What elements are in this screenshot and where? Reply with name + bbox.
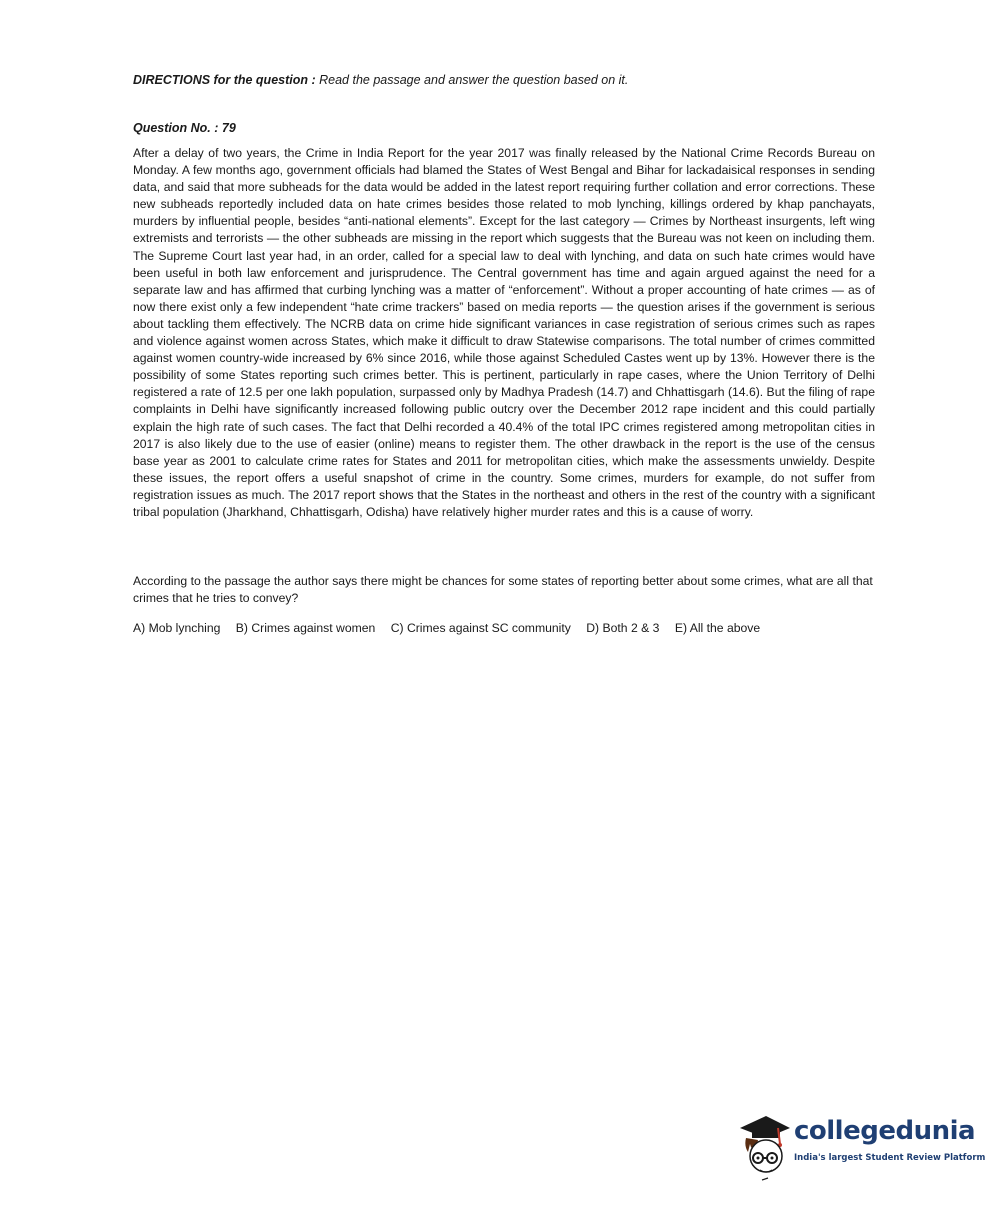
passage: After a delay of two years, the Crime in India Report for the year 2017 was finally released by the National Crime Records Bureau on Monday. A few months ago, government officials had blamed the States of West Bengal and Bihar for lackadaisical responses in sending data, and said that more subheads for the data would be added in the latest report requiring further collation and error corrections. These new subheads reportedly included data on hate crimes besides those related to mob lynching, killings ordered by khap panchayats, murders by influential people, besides “anti-national elements”. Except for the last category — Crimes by Northeast insurgents, left wing extremists and terrorists — the other subheads are missing in the report which suggests that the Bureau was not keen on including them. The Supreme Court last year had, in an order, called for a special law to deal with lynching, and data on such hate crimes would have been useful in both law enforcement and jurisprudence. The Central government has time and again argued against the need for a separate law and has affirmed that curbing lynching was a matter of “enforcement”. Without a proper accounting of hate crimes — as of now there exist only a few independent “hate crime trackers” based on media reports — the question arises if the government is serious about tackling them effectively. The NCRB data on crime hide significant variances in case registration of serious crimes such as rapes and violence against women across States, which make it difficult to draw Statewise comparisons. The total number of crimes committed against women country-wide increased by 6% since 2016, while those against Scheduled Castes went up by 13%. However there is the possibility of some States reporting such crimes better. This is pertinent, particularly in rape cases, where the Union Territory of Delhi registered a rate of 12.5 per one lakh population, surpassed only by Madhya Pradesh (14.7) and Chhattisgarh (14.6). But the filing of rape complaints in Delhi have significantly increased following public outcry over the December 2012 rape incident and this could partially explain the high rate of such cases. The fact that Delhi recorded a 40.4% of the total IPC crimes registered among metropolitan cities in 2017 is also likely due to the use of easier (online) means to register them. The other drawback in the report is the use of the census base year as 2001 to calculate crime rates for States and 2011 for metropolitan cities, which make the assessments unwieldy. Despite these issues, the report offers a useful snapshot of crime in the country. Some crimes, murders for example, do not suffer from registration issues as much. The 2017 report shows that the States in the northeast and others in the rest of the country with a significant tribal population (Jharkhand, Chhattisgarh, Odisha) have relatively higher murder rates and this is a cause of worry.	[133, 146, 875, 519]
logo-tagline: India's largest Student Review Platform	[794, 1153, 986, 1163]
option-e: E) All the above	[674, 621, 761, 635]
option-d: D) Both 2 & 3	[586, 621, 660, 635]
collegedunia-logo	[736, 1108, 986, 1184]
question-number: Question No. : 79	[133, 121, 236, 135]
directions-text: Read the passage and answer the question based on it.	[315, 73, 629, 87]
question-text: According to the passage the author says there might be chances for some states of reporting better about some crimes, what are all that crimes that he tries to convey?	[133, 574, 873, 606]
option-a: A) Mob lynching	[133, 621, 221, 635]
option-b: B) Crimes against women	[235, 621, 376, 635]
directions	[133, 71, 873, 89]
options-list	[133, 619, 875, 637]
directions-label: DIRECTIONS for the question :	[133, 73, 316, 87]
mascot-icon	[736, 1108, 792, 1184]
logo-brand: collegedunia	[794, 1116, 976, 1146]
option-c: C) Crimes against SC community	[390, 621, 571, 635]
